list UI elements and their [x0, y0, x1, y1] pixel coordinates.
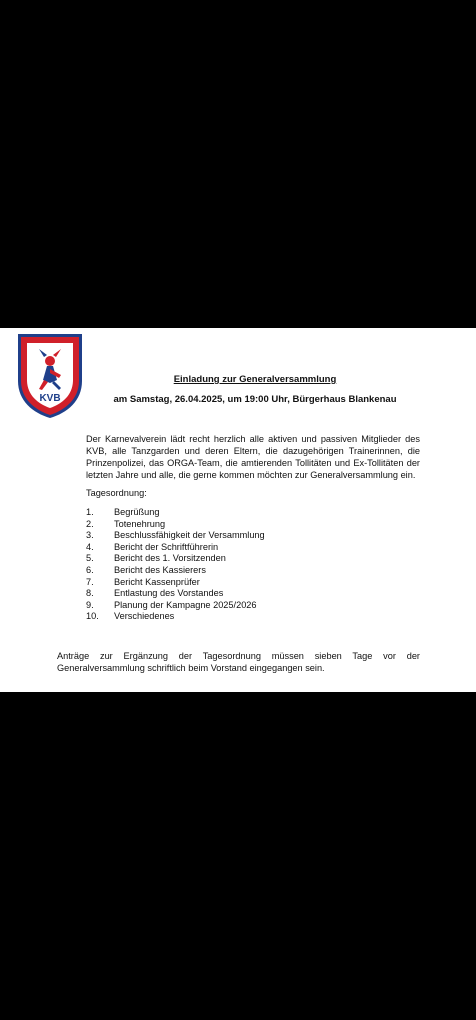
agenda-item-text: Bericht Kassenprüfer [114, 576, 200, 587]
agenda-item-number: 7. [86, 576, 94, 587]
agenda-item-number: 5. [86, 553, 94, 564]
agenda-item-number: 6. [86, 564, 94, 575]
document-subtitle: am Samstag, 26.04.2025, um 19:00 Uhr, Bürgerhaus Blankenau [113, 394, 397, 405]
agenda-item-number: 1. [86, 507, 94, 517]
agenda-item-text: Bericht des Kassierers [114, 564, 206, 575]
agenda-list [86, 507, 265, 623]
agenda-item [86, 565, 265, 577]
agenda-item-number: 9. [86, 599, 94, 610]
agenda-item [86, 530, 265, 542]
agenda-item [86, 542, 265, 554]
agenda-item-text: Begrüßung [114, 507, 160, 517]
agenda-item-text: Entlastung des Vorstandes [114, 588, 224, 599]
document-title: Einladung zur Generalversammlung [173, 374, 337, 385]
logo-text-kvb: KVB [39, 393, 61, 404]
agenda-item-text: Bericht der Schriftführerin [114, 541, 219, 552]
agenda-item [86, 588, 265, 600]
agenda-item [86, 553, 265, 565]
document-page [0, 328, 476, 692]
agenda-item [86, 600, 265, 612]
agenda-item-text: Bericht des 1. Vorsitzenden [114, 553, 226, 564]
agenda-item [86, 611, 265, 623]
agenda-item-number: 8. [86, 588, 94, 599]
agenda-item [86, 507, 265, 519]
footer-note: Anträge zur Ergänzung der Tagesordnung müssen sieben Tage vor der Generalversammlung schriftlich beim Vorstand eingegangen sein. [57, 651, 420, 674]
agenda-item-text: Planung der Kampagne 2025/2026 [114, 599, 257, 610]
intro-paragraph: Der Karnevalverein lädt recht herzlich alle aktiven und passiven Mitglieder des KVB, alle Tanzgarden und deren Eltern, die dazugehörigen Trainerinnen, die Prinzenpolizei, das ORGA-Team, die amtierenden Tollitäten und Ex-Tollitäten der letzten Jahre und alle, die gerne kommen möchten zur Generalversammlung ein. [86, 434, 420, 481]
agenda-item [86, 519, 265, 531]
agenda-item-text: Beschlussfähigkeit der Versammlung [114, 530, 265, 541]
agenda-item-text: Totenehrung [114, 518, 166, 529]
agenda-item [86, 577, 265, 589]
agenda-item-text: Verschiedenes [114, 611, 175, 622]
agenda-item-number: 4. [86, 541, 94, 552]
agenda-item-number: 3. [86, 530, 94, 541]
agenda-item-number: 10. [86, 611, 99, 622]
agenda-item-number: 2. [86, 518, 94, 529]
agenda-label: Tagesordnung: [86, 488, 147, 498]
